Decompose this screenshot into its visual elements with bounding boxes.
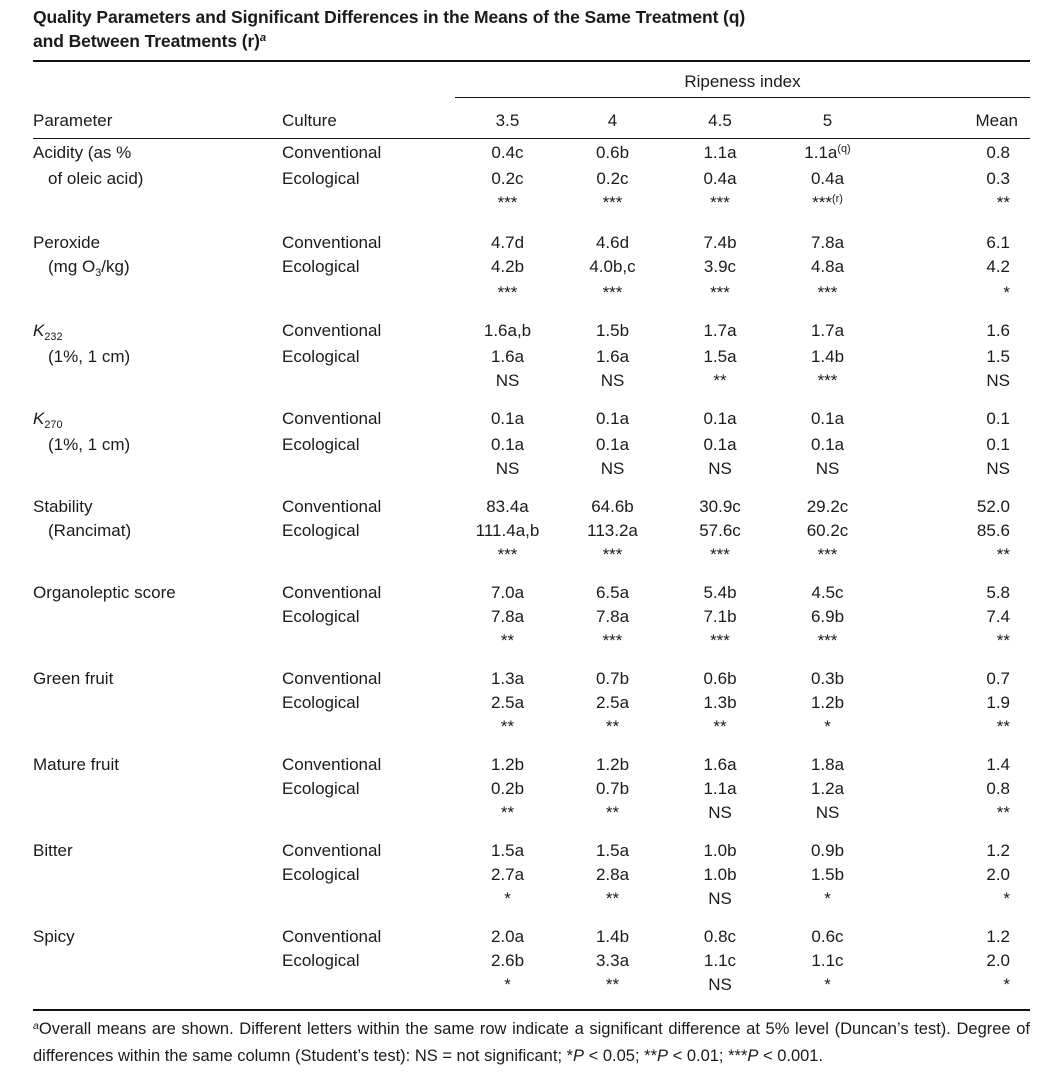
- mean-cell: 6.1: [986, 233, 1010, 252]
- mean-cell: 5.8: [986, 583, 1010, 602]
- significance-cell: *: [504, 975, 511, 994]
- value-cell: 3.9c: [703, 257, 737, 276]
- value-cell: 0.1a: [810, 409, 845, 428]
- significance-cell: ***: [817, 631, 838, 650]
- table-row: [33, 949, 1030, 973]
- significance-cell: **: [713, 371, 727, 390]
- parameter-cell: (mg $O_3/kg$): [48, 257, 130, 279]
- significance-cell: NS: [708, 459, 732, 478]
- value-cell: 111.4a,b: [475, 521, 540, 540]
- value-cell: $1.1a^{(q)}$: [804, 143, 851, 162]
- table-row: [33, 579, 1030, 605]
- table-row: [33, 493, 1030, 519]
- significance-cell: **: [605, 803, 620, 822]
- value-cell: 0.1a: [490, 435, 525, 454]
- culture-cell: Conventional: [282, 409, 382, 428]
- value-cell: 0.1a: [595, 435, 630, 454]
- significance-cell: ***: [497, 283, 518, 302]
- value-cell: 0.1a: [595, 409, 630, 428]
- parameter-cell: [33, 369, 282, 405]
- value-cell: 1.4b: [810, 347, 845, 366]
- parameter-cell: (1%, 1 cm): [48, 435, 131, 454]
- parameter-cell: [33, 543, 282, 579]
- table-row: [33, 691, 1030, 715]
- table-row: [33, 255, 1030, 281]
- table-row: [33, 543, 1030, 579]
- value-cell: 1.1a: [703, 779, 737, 798]
- significance-cell: **: [500, 717, 515, 736]
- value-cell: 1.2a: [810, 779, 845, 798]
- value-cell: 0.1a: [703, 409, 737, 428]
- culture-cell: Ecological: [282, 435, 360, 454]
- parameter-cell: [33, 777, 282, 801]
- spanner-spacer: [33, 61, 455, 98]
- value-cell: 0.4c: [491, 143, 524, 162]
- value-cell: 1.1a: [703, 143, 737, 162]
- value-cell: 64.6b: [591, 497, 634, 516]
- table-row: [33, 801, 1030, 837]
- value-cell: 1.8a: [810, 755, 845, 774]
- significance-cell: ***$^{(r)}$: [812, 193, 843, 212]
- mean-cell: 85.6: [976, 521, 1010, 540]
- value-cell: 0.7b: [595, 669, 630, 688]
- culture-cell: [282, 715, 455, 751]
- value-cell: 2.5a: [490, 693, 525, 712]
- value-cell: 1.5b: [810, 865, 845, 884]
- culture-cell: Conventional: [282, 497, 382, 516]
- parameter-cell: $K_{270}$: [33, 409, 63, 431]
- value-cell: 0.7b: [595, 779, 630, 798]
- table-row: [33, 229, 1030, 255]
- significance-cell: NS: [708, 803, 732, 822]
- significance-cell: ***: [602, 283, 623, 302]
- value-cell: 7.8a: [490, 607, 525, 626]
- column-header-4: 4: [560, 98, 665, 139]
- significance-cell: ***: [817, 371, 838, 390]
- table-row: [33, 973, 1030, 1010]
- value-cell: 4.5c: [811, 583, 844, 602]
- value-cell: 3.3a: [595, 951, 630, 970]
- value-cell: 0.8c: [703, 927, 737, 946]
- value-cell: 1.0b: [703, 865, 737, 884]
- mean-cell: 1.5: [986, 347, 1010, 366]
- value-cell: 2.6b: [490, 951, 525, 970]
- mean-cell: 1.6: [986, 321, 1010, 340]
- parameter-cell: [33, 281, 282, 317]
- culture-cell: Ecological: [282, 169, 360, 188]
- value-cell: 2.0a: [490, 927, 525, 946]
- table-row: [33, 629, 1030, 665]
- significance-cell: **: [605, 717, 620, 736]
- mean-cell: 52.0: [976, 497, 1010, 516]
- value-cell: 2.7a: [490, 865, 525, 884]
- value-cell: 1.7a: [703, 321, 737, 340]
- significance-cell: *: [824, 889, 831, 908]
- significance-cell: ***: [710, 545, 730, 564]
- value-cell: 1.0b: [703, 841, 737, 860]
- column-header-culture: Culture: [282, 98, 455, 139]
- significance-cell: **: [500, 631, 515, 650]
- mean-significance-cell: **: [996, 193, 1010, 212]
- value-cell: 29.2c: [806, 497, 849, 516]
- mean-cell: 0.1: [986, 435, 1010, 454]
- value-cell: 1.6a: [703, 755, 737, 774]
- mean-cell: 0.1: [986, 409, 1010, 428]
- significance-cell: NS: [495, 371, 520, 390]
- value-cell: 1.4b: [595, 927, 630, 946]
- mean-significance-cell: *: [1003, 283, 1010, 302]
- value-cell: 0.1a: [810, 435, 845, 454]
- value-cell: 4.6d: [595, 233, 630, 252]
- mean-cell: 0.8: [986, 143, 1010, 162]
- value-cell: 4.8a: [810, 257, 845, 276]
- value-cell: 5.4b: [703, 583, 737, 602]
- mean-significance-cell: NS: [986, 371, 1010, 390]
- culture-cell: Conventional: [282, 755, 382, 774]
- culture-cell: Conventional: [282, 669, 382, 688]
- value-cell: 7.1b: [703, 607, 737, 626]
- parameter-cell: Green fruit: [33, 669, 114, 688]
- significance-cell: **: [605, 975, 620, 994]
- significance-cell: NS: [815, 803, 840, 822]
- parameter-cell: [33, 973, 282, 1010]
- significance-cell: ***: [710, 283, 730, 302]
- value-cell: 7.4b: [703, 233, 737, 252]
- column-headers-row: [33, 98, 1030, 139]
- value-cell: 2.8a: [595, 865, 630, 884]
- parameter-cell: Peroxide: [33, 233, 101, 252]
- value-cell: 0.4a: [810, 169, 845, 188]
- significance-cell: ***: [497, 545, 518, 564]
- value-cell: 0.2c: [491, 169, 524, 188]
- column-header-mean: Mean: [880, 98, 1030, 139]
- value-cell: 1.6a: [595, 347, 630, 366]
- significance-cell: *: [824, 975, 831, 994]
- table-row: [33, 715, 1030, 751]
- culture-cell: [282, 457, 455, 493]
- mean-cell: 1.4: [986, 755, 1010, 774]
- mean-cell: 1.2: [986, 927, 1010, 946]
- value-cell: 6.9b: [810, 607, 845, 626]
- parameter-cell: [33, 801, 282, 837]
- table-title-line-2: and Between Treatments $(r)^a$: [33, 31, 267, 51]
- significance-cell: NS: [815, 459, 840, 478]
- value-cell: 1.2b: [595, 755, 630, 774]
- value-cell: 4.7d: [490, 233, 525, 252]
- mean-significance-cell: NS: [986, 459, 1010, 478]
- value-cell: 60.2c: [806, 521, 849, 540]
- parameter-cell: [33, 949, 282, 973]
- significance-cell: ***: [602, 545, 623, 564]
- mean-cell: 2.0: [986, 951, 1010, 970]
- value-cell: 0.2c: [596, 169, 629, 188]
- value-cell: 6.5a: [595, 583, 630, 602]
- spanner-row: [33, 61, 1030, 98]
- significance-cell: NS: [708, 889, 732, 908]
- parameter-cell: [33, 457, 282, 493]
- significance-cell: NS: [600, 371, 625, 390]
- value-cell: 0.6b: [595, 143, 630, 162]
- value-cell: 30.9c: [699, 497, 741, 516]
- value-cell: 57.6c: [699, 521, 741, 540]
- table-row: [33, 191, 1030, 229]
- value-cell: 1.1c: [811, 951, 844, 970]
- mean-cell: 2.0: [986, 865, 1010, 884]
- parameter-cell: [33, 191, 282, 229]
- significance-cell: NS: [708, 975, 732, 994]
- parameter-cell: $K_{232}$: [33, 321, 63, 343]
- value-cell: 83.4a: [486, 497, 529, 516]
- value-cell: 1.5a: [703, 347, 737, 366]
- parameter-cell: Mature fruit: [33, 755, 119, 774]
- table-row: [33, 405, 1030, 433]
- culture-cell: Ecological: [282, 607, 360, 626]
- table-row: [33, 139, 1030, 168]
- value-cell: 0.1a: [703, 435, 737, 454]
- value-cell: 0.9b: [810, 841, 845, 860]
- culture-cell: [282, 543, 455, 579]
- significance-cell: NS: [600, 459, 625, 478]
- table-row: [33, 519, 1030, 543]
- table-title-line-1: Quality Parameters and Significant Differences in the Means of the Same Treatment (q): [33, 7, 746, 27]
- column-header-5: 5: [775, 98, 880, 139]
- mean-cell: 7.4: [986, 607, 1010, 626]
- value-cell: 7.8a: [810, 233, 845, 252]
- value-cell: 1.2b: [810, 693, 845, 712]
- culture-cell: Conventional: [282, 143, 382, 162]
- mean-cell: 0.7: [986, 669, 1010, 688]
- table-row: [33, 457, 1030, 493]
- table-title: [33, 5, 1030, 56]
- significance-cell: ***: [710, 193, 730, 212]
- mean-significance-cell: *: [1003, 889, 1010, 908]
- value-cell: 4.0b,c: [589, 257, 636, 276]
- column-header-parameter: Parameter: [33, 98, 282, 139]
- value-cell: 1.6a: [490, 347, 525, 366]
- table-row: [33, 317, 1030, 345]
- superscript-note: (r): [831, 193, 843, 206]
- culture-cell: Ecological: [282, 521, 360, 540]
- table-row: [33, 837, 1030, 863]
- significance-cell: ***: [497, 193, 518, 212]
- table-header: [33, 61, 1030, 139]
- value-cell: 7.0a: [490, 583, 525, 602]
- value-cell: 0.1a: [490, 409, 525, 428]
- value-cell: 1.5a: [595, 841, 630, 860]
- table-row: [33, 369, 1030, 405]
- significance-cell: ***: [602, 631, 623, 650]
- significance-cell: NS: [495, 459, 520, 478]
- table-row: [33, 863, 1030, 887]
- value-cell: 0.6b: [703, 669, 737, 688]
- value-cell: 1.1c: [703, 951, 737, 970]
- value-cell: 0.2b: [490, 779, 525, 798]
- table-row: [33, 605, 1030, 629]
- value-cell: 1.3b: [703, 693, 737, 712]
- mean-significance-cell: **: [996, 803, 1010, 822]
- culture-cell: [282, 369, 455, 405]
- mean-cell: 1.2: [986, 841, 1010, 860]
- parameter-cell: (Rancimat): [48, 521, 132, 540]
- table-row: [33, 665, 1030, 691]
- significance-cell: ***: [710, 631, 730, 650]
- parameter-cell: [33, 629, 282, 665]
- parameter-cell: (1%, 1 cm): [48, 347, 131, 366]
- significance-cell: ***: [602, 193, 623, 212]
- value-cell: 113.2a: [587, 521, 638, 540]
- value-cell: 4.2b: [490, 257, 525, 276]
- table-row: [33, 887, 1030, 923]
- culture-cell: Ecological: [282, 865, 360, 884]
- culture-cell: Ecological: [282, 951, 360, 970]
- mean-significance-cell: **: [996, 631, 1010, 650]
- value-cell: 1.2b: [490, 755, 525, 774]
- parameter-cell: [33, 715, 282, 751]
- value-cell: 7.8a: [595, 607, 630, 626]
- significance-cell: **: [605, 889, 620, 908]
- value-cell: 1.6a,b: [483, 321, 532, 340]
- mean-significance-cell: **: [996, 545, 1010, 564]
- parameter-cell: [33, 887, 282, 923]
- culture-cell: Ecological: [282, 347, 360, 366]
- parameter-cell: [33, 605, 282, 629]
- column-header-4-5: 4.5: [665, 98, 775, 139]
- table-row: [33, 281, 1030, 317]
- culture-cell: Ecological: [282, 693, 360, 712]
- significance-cell: **: [500, 803, 515, 822]
- value-cell: 0.3b: [810, 669, 845, 688]
- culture-cell: Conventional: [282, 841, 382, 860]
- parameter-cell: Acidity (as %: [33, 143, 132, 162]
- culture-cell: [282, 973, 455, 1010]
- table-row: [33, 923, 1030, 949]
- value-cell: 0.6c: [811, 927, 844, 946]
- ripeness-index-spanner: Ripeness index: [455, 61, 1030, 98]
- mean-significance-cell: **: [996, 717, 1010, 736]
- culture-cell: [282, 281, 455, 317]
- parameter-cell: [33, 691, 282, 715]
- significance-cell: *: [504, 889, 511, 908]
- mean-cell: 0.3: [986, 169, 1010, 188]
- parameter-cell: [33, 863, 282, 887]
- value-cell: 0.4a: [703, 169, 737, 188]
- significance-cell: **: [713, 717, 727, 736]
- culture-cell: Conventional: [282, 583, 382, 602]
- culture-cell: [282, 629, 455, 665]
- parameter-cell: Stability: [33, 497, 93, 516]
- table-row: [33, 345, 1030, 369]
- culture-cell: [282, 801, 455, 837]
- culture-cell: Ecological: [282, 257, 360, 276]
- table-row: [33, 751, 1030, 777]
- value-cell: 1.3a: [490, 669, 525, 688]
- parameter-cell: Spicy: [33, 927, 75, 946]
- value-cell: 1.7a: [810, 321, 845, 340]
- culture-cell: Conventional: [282, 233, 382, 252]
- value-cell: 2.5a: [595, 693, 630, 712]
- culture-cell: [282, 887, 455, 923]
- culture-cell: Ecological: [282, 779, 360, 798]
- column-header-3-5: 3.5: [455, 98, 560, 139]
- mean-cell: 0.8: [986, 779, 1010, 798]
- value-cell: 1.5b: [595, 321, 630, 340]
- significance-cell: *: [824, 717, 831, 736]
- parameter-cell: Bitter: [33, 841, 73, 860]
- table-row: [33, 167, 1030, 191]
- parameter-cell: Organoleptic score: [33, 583, 176, 602]
- culture-cell: Conventional: [282, 927, 382, 946]
- parameter-cell: of oleic acid): [48, 169, 144, 188]
- significance-cell: ***: [817, 545, 838, 564]
- culture-cell: Conventional: [282, 321, 382, 340]
- mean-significance-cell: *: [1003, 975, 1010, 994]
- mean-cell: 1.9: [986, 693, 1010, 712]
- superscript-note: (q): [837, 143, 851, 156]
- table-footnote: $^a$Overall means are shown. Different letters within the same row indicate a significant difference at 5% level (Duncan’s test). Degree of differences within the same column (Student’s test): NS = not significant; *P < 0.05; **P < 0.01; ***P < 0.001.: [33, 1019, 1030, 1065]
- table-body: [33, 139, 1030, 1011]
- significance-cell: ***: [817, 283, 838, 302]
- culture-cell: [282, 191, 455, 229]
- table-row: [33, 777, 1030, 801]
- table-row: [33, 433, 1030, 457]
- value-cell: 1.5a: [490, 841, 525, 860]
- mean-cell: 4.2: [986, 257, 1010, 276]
- quality-parameters-table: [33, 60, 1030, 1011]
